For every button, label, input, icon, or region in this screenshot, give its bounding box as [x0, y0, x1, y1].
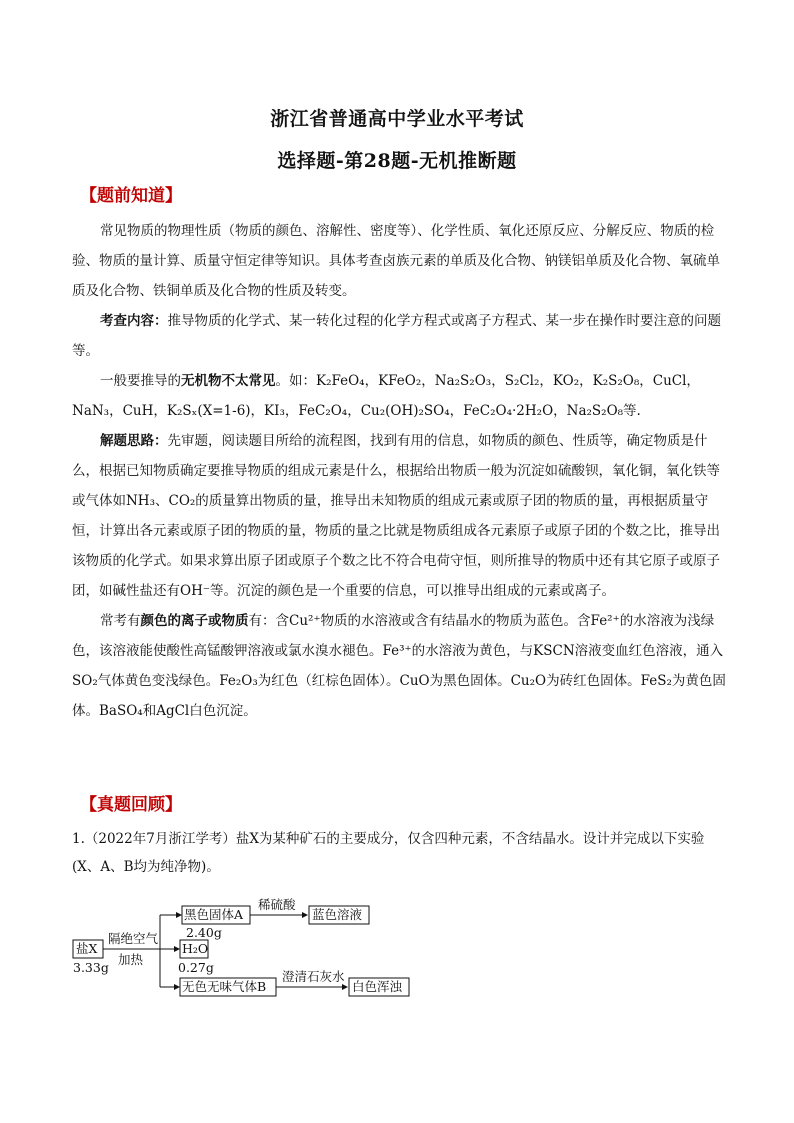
document-title: 浙江省普通高中学业水平考试 [270, 108, 524, 130]
label-content: 考查内容： [100, 313, 168, 329]
result-2-label: 白色浑浊 [352, 979, 403, 994]
result-1-label: 蓝色溶液 [312, 907, 363, 922]
section-heading-prereq: 【题前知道】 [80, 186, 182, 206]
approach-text: 先审题，阅读题目所给的流程图，找到有用的信息，如物质的颜色、性质等，确定物质是什么，根据已知物质确定要推导物质的组成元素是什么，根据给出物质一般为沉淀如硫酸钡，氧化铜，氧化铁等或气体如NH₃、CO₂的质量算出物质的量，推导出未知物质的组成元素或原子团的物质的量，再根据质量守恒，计算出各元素或原子团的物质的量，物质的量之比就是物质组成各元素原子或原子团的个数之比，推导出该物质的化学式。如果求算出原子团或原子个数之比不符合电荷守恒，则所推导的物质中还有其它原子或原子团，如碱性盐还有OH⁻等。沉淀的颜色是一个重要的信息，可以推导出组成的元素或离子。 [72, 433, 720, 599]
paragraph-compounds [72, 366, 732, 426]
question-1 [72, 825, 732, 881]
question-1-text: 1.（2022年7月浙江学考）盐X为某种矿石的主要成分，仅含四种元素，不含结晶水。设计并完成以下实验(X、A、B均为纯净物)。 [72, 831, 705, 875]
water-label: H₂O [182, 941, 209, 956]
content-text: 推导物质的化学式、某一转化过程的化学方程式或离子方程式、某一步在操作时要注意的问题等。 [72, 313, 721, 359]
compounds-text: 。如：K₂FeO₄，KFeO₂，Na₂S₂O₃，S₂Cl₂，KO₂，K₂S₂O₈，CuCl，NaN₃，CuH，K₂Sₓ(X=1-6)，KI₃，FeC₂O₄，Cu₂(OH)₂SO₄，FeC₂O₄·2H₂O，Na₂S₂O₈等. [72, 373, 700, 419]
colors-text: 含Cu²⁺物质的水溶液或含有结晶水的物质为蓝色。含Fe²⁺的水溶液为浅绿色，该溶液能使酸性高锰酸钾溶液或氯水溴水褪色。Fe³⁺的水溶液为黄色，与KSCN溶液变血红色溶液，通入SO₂气体黄色变浅绿色。Fe₂O₃为红色（红棕色固体）。CuO为黑色固体。Cu₂O为砖红色固体。FeS₂为黄色固体。BaSO₄和AgCl白色沉淀。 [72, 613, 726, 719]
colors-bold: 颜色的离子或物质 [140, 613, 249, 629]
condition-bottom: 加热 [118, 952, 144, 967]
condition-top: 隔绝空气 [108, 931, 159, 946]
compounds-bold: 无机物不太常见 [181, 373, 276, 389]
reagent-1: 稀硫酸 [258, 897, 296, 912]
colors-lead: 常考有 [100, 613, 141, 629]
paragraph-overview: 常见物质的物理性质（物质的颜色、溶解性、密度等）、化学性质、氧化还原反应、分解反应、物质的检验、物质的量计算、质量守恒定律等知识。具体考查卤族元素的单质及化合物、钠镁铝单质及化合物、氧硫单质及化合物、铁铜单质及化合物的性质及转变。 [72, 223, 720, 299]
document-subtitle: 选择题-第28题-无机推断题 [277, 150, 517, 172]
intro-body [72, 216, 732, 726]
water-mass: 0.27g [178, 960, 214, 975]
reagent-2: 澄清石灰水 [282, 969, 345, 984]
flow-diagram [70, 895, 430, 1005]
paragraph-colors [72, 606, 732, 726]
label-approach: 解题思路： [100, 433, 168, 449]
product-b-label: 无色无味气体B [182, 979, 267, 994]
product-a-mass: 2.40g [186, 925, 222, 940]
paragraph-content [72, 306, 732, 366]
salt-label: 盐X [76, 941, 98, 956]
product-a-label: 黑色固体A [184, 907, 244, 922]
paragraph-approach [72, 426, 732, 606]
salt-mass: 3.33g [73, 960, 109, 975]
compounds-lead: 一般要推导的 [100, 373, 181, 389]
section-heading-review: 【真题回顾】 [80, 795, 182, 815]
colors-label-end: 有： [248, 613, 276, 629]
